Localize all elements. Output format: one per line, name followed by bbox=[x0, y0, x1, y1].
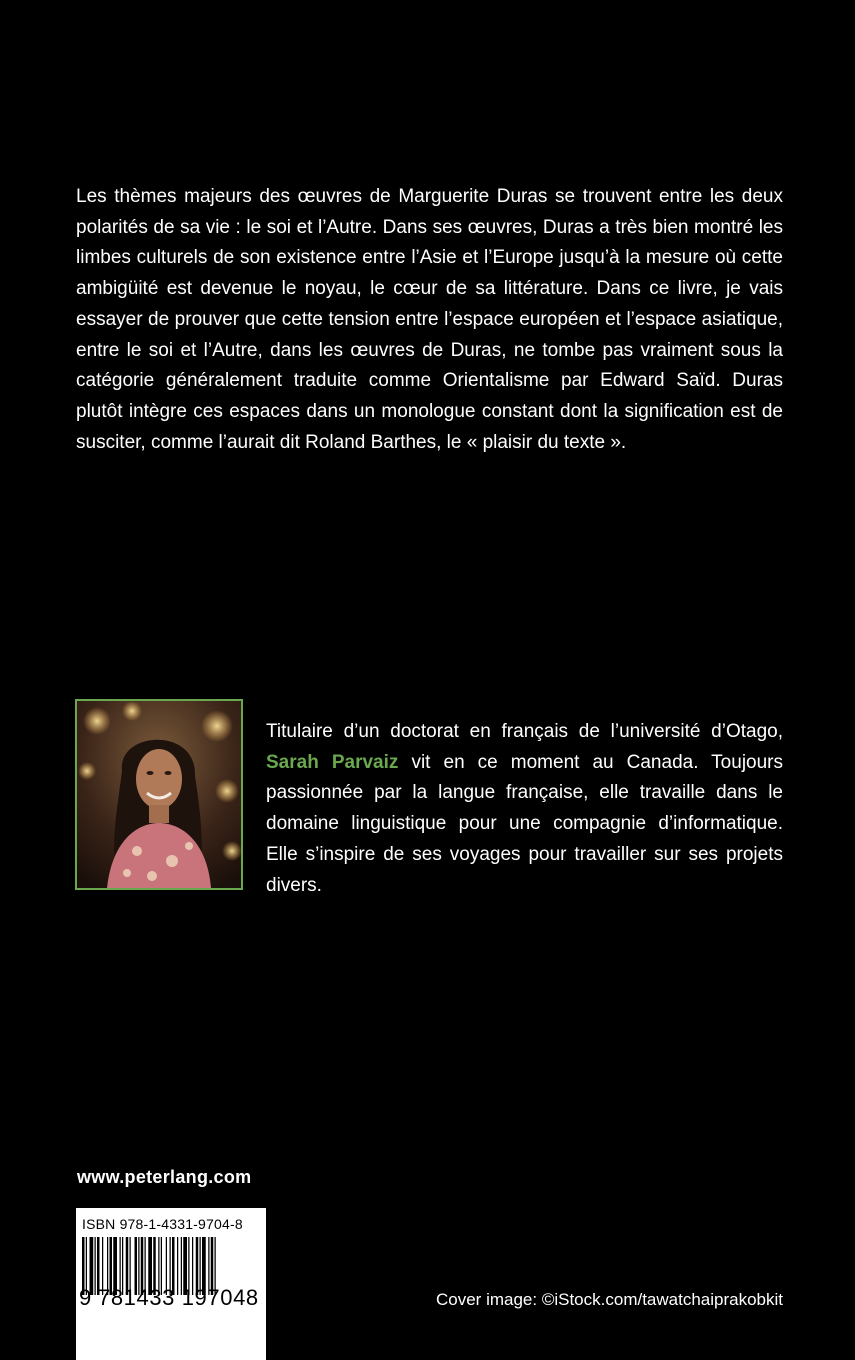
author-bio bbox=[266, 717, 783, 901]
author-bio-prefix: Titulaire d’un doctorat en français de l’université d’Otago, bbox=[266, 721, 783, 742]
author-bio-suffix: vit en ce moment au Canada. Toujours passionnée par la langue française, elle travaille dans le domaine linguistique pour une compagnie d’informatique. Elle s’inspire de ses voyages pour travailler sur ses projets divers. bbox=[266, 751, 783, 896]
barcode-first-digit: 9 bbox=[79, 1285, 92, 1310]
barcode-digits: 781433 197048 bbox=[98, 1285, 259, 1310]
back-cover-blurb: Les thèmes majeurs des œuvres de Marguerite Duras se trouvent entre les deux polarités de sa vie : le soi et l’Autre. Dans ses œuvres, Duras a très bien montré les limbes culturels de son existence entre l’Asie et l’Europe jusqu’à la mesure où cette ambigüité est devenue le noyau, le cœur de sa littérature. Dans ce livre, je vais essayer de prouver que cette tension entre l’espace européen et l’espace asiatique, entre le soi et l’Autre, dans les œuvres de Duras, ne tombe pas vraiment sous la catégorie généralement traduite comme Orientalisme par Edward Saïd. Duras plutôt intègre ces espaces dans un monologue constant dont la signification est de susciter, comme l’aurait dit Roland Barthes, le « plaisir du texte ». bbox=[76, 186, 783, 453]
cover-image-credit: Cover image: ©iStock.com/tawatchaiprakobkit bbox=[436, 1290, 783, 1309]
publisher-website: www.peterlang.com bbox=[77, 1167, 252, 1187]
author-photo bbox=[75, 699, 243, 890]
isbn-label: ISBN 978-1-4331-9704-8 bbox=[82, 1216, 243, 1232]
author-name: Sarah Parvaiz bbox=[266, 751, 399, 773]
isbn-barcode bbox=[76, 1208, 266, 1360]
